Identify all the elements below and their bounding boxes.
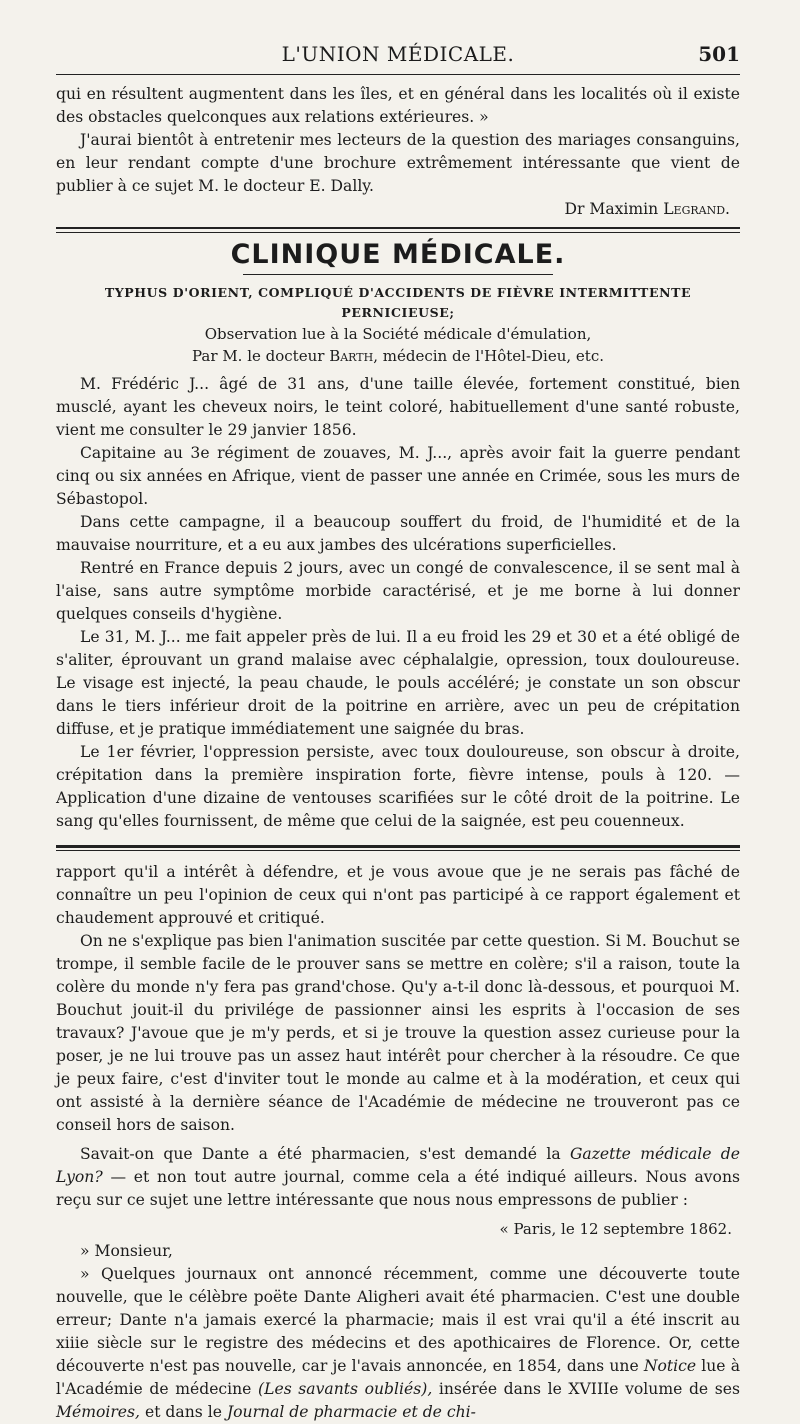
byline-suffix: , médecin de l'Hôtel-Dieu, etc.: [373, 347, 604, 365]
journal-name: Gazette médicale de Lyon?: [56, 1145, 740, 1186]
case-paragraph: Capitaine au 3e régiment de zouaves, M. J..., après avoir fait la guerre pendant cinq ou six années en Afrique, vient de passer une année en Crimée, sous les murs de Sébastopol.: [56, 444, 740, 508]
running-title: L'UNION MÉDICALE.: [281, 42, 515, 66]
feuilleton-divider: [56, 845, 740, 851]
case-paragraph: M. Frédéric J... âgé de 31 ans, d'une taille élevée, fortement constitué, bien musclé, ayant les cheveux noirs, le teint coloré, habituellement d'une santé robuste, vient me consulter le 29 janvier 1856.: [56, 375, 740, 439]
letter-salutation: » Monsieur,: [80, 1242, 173, 1260]
page: [56, 38, 740, 1424]
page-header: [56, 38, 740, 75]
byline-name: Barth: [329, 347, 374, 365]
article-byline: [56, 345, 740, 367]
title-underline: [243, 274, 553, 275]
letter-date: « Paris, le 12 septembre 1862.: [499, 1220, 732, 1238]
signature-name: Legrand.: [663, 200, 730, 218]
section-divider: [56, 227, 740, 233]
article-subtitle: Observation lue à la Société médicale d'émulation,: [204, 325, 592, 343]
section-title: CLINIQUE MÉDICALE.: [230, 239, 566, 270]
case-paragraph: Le 1er février, l'oppression persiste, avec toux douloureuse, son obscur à droite, crépitation dans la première inspiration forte, fièvre intense, pouls à 120. — Application d'une dizaine de ventouses scarifiées sur le côté droit de la poitrine. Le sang qu'elles fournissent, de même que celui de la saignée, est peu couenneux.: [56, 743, 740, 830]
feuilleton-paragraph: rapport qu'il a intérêt à défendre, et je vous avoue que je ne serais pas fâché de connaître un peu l'opinion de ceux qui n'ont pas participé à ce rapport également et chaudement approuvé et critiqué.: [56, 863, 740, 927]
byline-prefix: Par M. le docteur: [192, 347, 325, 365]
paragraph: qui en résultent augmentent dans les îles, et en général dans les localités où il existe des obstacles quelconques aux relations extérieures. »: [56, 85, 740, 126]
author-signature: [56, 198, 730, 221]
signature-prefix: Dr Maximin: [564, 200, 659, 218]
paragraph: J'aurai bientôt à entretenir mes lecteurs de la question des mariages consanguins, en leur rendant compte d'une brochure extrêmement intéressante que vient de publier à ce sujet M. le docteur E. Dally.: [56, 131, 740, 195]
feuilleton-paragraph: On ne s'explique pas bien l'animation suscitée par cette question. Si M. Bouchut se trompe, il semble facile de le prouver sans se mettre en colère; s'il a raison, toute la colère du monde n'y fera pas grand'chose. Qu'y a-t-il donc là-dessous, et pourquoi M. Bouchut jouit-il du privilége de passionner ainsi les esprits à l'occasion de ses travaux? J'avoue que je m'y perds, et si je trouve la question assez curieuse pour la poser, je ne lui trouve pas un assez haut intérêt pour chercher à la résoudre. Ce que je peux faire, c'est d'inviter tout le monde au calme et à la modération, et ceux qui ont assisté à la dernière séance de l'Académie de médecine ne trouveront pas ce conseil hors de saison.: [56, 932, 740, 1134]
dante-paragraph: Savait-on que Dante a été pharmacien, s'est demandé la Gazette médicale de Lyon? — et non tout autre journal, comme cela a été indiqué ailleurs. Nous avons reçu sur ce sujet une lettre intéressante que nous nous empressons de publier :: [56, 1145, 740, 1209]
case-paragraph: Dans cette campagne, il a beaucoup souffert du froid, de l'humidité et de la mauvaise nourriture, et a eu aux jambes des ulcérations superficielles.: [56, 513, 740, 554]
letter-paragraph: » Quelques journaux ont annoncé récemment, comme une découverte toute nouvelle, que le célèbre poëte Dante Aligheri avait été pharmacien. C'est une double erreur; Dante n'a jamais exercé la pharmacie; mais il est vrai qu'il a été inscrit au xiiie siècle sur le registre des médecins et des apothicaires de Florence. Or, cette découverte n'est pas nouvelle, car je l'avais annoncée, en 1854, dans une Notice lue à l'Académie de médecine (Les savants oubliés), insérée dans le XVIIIe volume de ses Mémoires, et dans le Journal de pharmacie et de chi-: [56, 1265, 740, 1421]
page-number: 501: [698, 42, 740, 66]
case-paragraph: Le 31, M. J... me fait appeler près de lui. Il a eu froid les 29 et 30 et a été obligé de s'aliter, éprouvant un grand malaise avec céphalalgie, opression, toux douloureuse. Le visage est injecté, la peau chaude, le pouls accéléré; je constate un son obscur dans le tiers inférieur droit de la poitrine en arrière, avec un peu de crépitation diffuse, et je pratique immédiatement une saignée du bras.: [56, 628, 740, 738]
article-title: TYPHUS D'ORIENT, COMPLIQUÉ D'ACCIDENTS DE FIÈVRE INTERMITTENTE PERNICIEUSE;: [104, 285, 692, 320]
case-paragraph: Rentré en France depuis 2 jours, avec un congé de convalescence, il se sent mal à l'aise, sans autre symptôme morbide caractérisé, et je me borne à lui donner quelques conseils d'hygiène.: [56, 559, 740, 623]
